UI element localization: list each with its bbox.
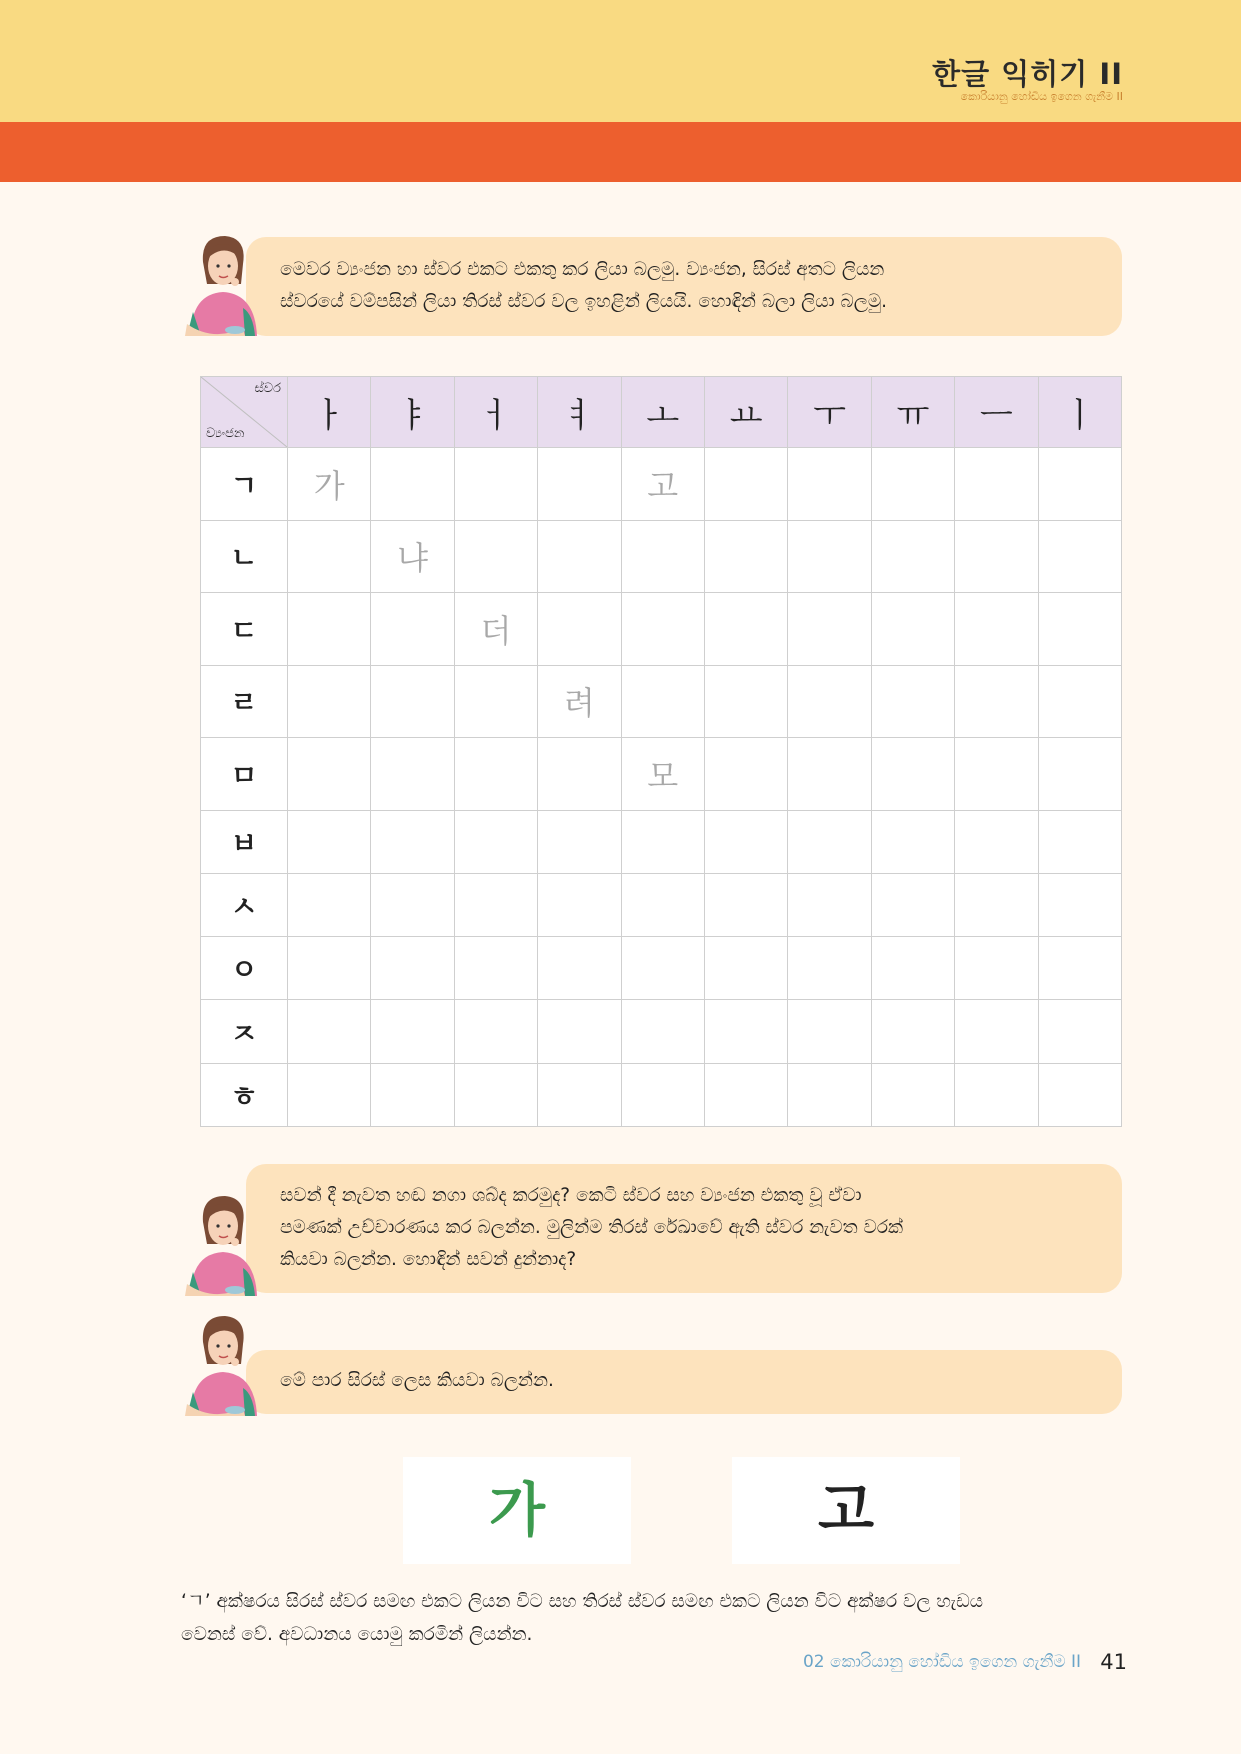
- grid-body: [201, 448, 1122, 1127]
- consonant-header: ㅈ: [201, 1000, 288, 1063]
- practice-cell[interactable]: [371, 873, 454, 936]
- corner-vowel-label: ස්වර: [254, 381, 281, 396]
- practice-cell[interactable]: 가: [288, 448, 371, 521]
- practice-cell[interactable]: [621, 593, 704, 666]
- grid-row: [201, 665, 1122, 738]
- practice-cell[interactable]: [538, 593, 621, 666]
- practice-cell[interactable]: [871, 738, 954, 811]
- note-line: ‘ㄱ’ අක්ෂරය සිරස් ස්වර සමඟ එකට ලියන විට සහ තිරස් ස්වර සමඟ එකට ලියන විට අක්ෂර වල හැඩය: [181, 1591, 984, 1612]
- practice-cell[interactable]: [538, 448, 621, 521]
- practice-cell[interactable]: [955, 738, 1038, 811]
- practice-cell[interactable]: [371, 937, 454, 1000]
- speech-bubble-3: [246, 1350, 1122, 1414]
- practice-cell[interactable]: [621, 1000, 704, 1063]
- practice-cell[interactable]: [955, 937, 1038, 1000]
- practice-cell[interactable]: [955, 810, 1038, 873]
- grid-row: [201, 520, 1122, 593]
- practice-cell[interactable]: [788, 520, 871, 593]
- hangul-table: [200, 376, 1122, 1127]
- speech-block-1: [183, 232, 1122, 342]
- practice-cell[interactable]: [454, 448, 537, 521]
- practice-cell[interactable]: [871, 810, 954, 873]
- consonant-header: ㄱ: [201, 448, 288, 521]
- practice-cell[interactable]: [371, 665, 454, 738]
- practice-cell[interactable]: [371, 1063, 454, 1126]
- practice-cell[interactable]: [454, 520, 537, 593]
- practice-cell[interactable]: [454, 937, 537, 1000]
- practice-cell[interactable]: [871, 1063, 954, 1126]
- practice-cell[interactable]: [788, 810, 871, 873]
- practice-cell[interactable]: [704, 448, 787, 521]
- practice-cell[interactable]: [955, 1063, 1038, 1126]
- practice-cell[interactable]: [538, 1063, 621, 1126]
- practice-cell[interactable]: [704, 1063, 787, 1126]
- practice-cell[interactable]: 려: [538, 665, 621, 738]
- practice-cell[interactable]: [871, 873, 954, 936]
- grid-row: [201, 738, 1122, 811]
- vowel-header: ㅑ: [371, 377, 454, 448]
- grid-row: [201, 873, 1122, 936]
- practice-cell[interactable]: [955, 665, 1038, 738]
- practice-cell[interactable]: [621, 873, 704, 936]
- practice-cell[interactable]: [788, 738, 871, 811]
- instruction-line: කියවා බලන්න. හොඳින් සවන් දුන්නාද?: [280, 1249, 577, 1270]
- speech-block-2: [183, 1160, 1122, 1300]
- practice-cell[interactable]: [955, 448, 1038, 521]
- practice-cell[interactable]: [871, 593, 954, 666]
- grid-row: [201, 810, 1122, 873]
- practice-cell[interactable]: [371, 738, 454, 811]
- practice-cell[interactable]: [788, 1000, 871, 1063]
- practice-cell[interactable]: [955, 593, 1038, 666]
- consonant-header: ㅇ: [201, 937, 288, 1000]
- practice-cell[interactable]: [288, 665, 371, 738]
- instruction-line: ස්වරයේ වම්පසින් ලියා තිරස් ස්වර වල ඉහළින් ලියයි. හොඳින් බලා ලියා බලමු.: [280, 291, 888, 312]
- vowel-header: ㅜ: [788, 377, 871, 448]
- vowel-header: ㅓ: [454, 377, 537, 448]
- practice-cell[interactable]: [704, 593, 787, 666]
- practice-cell[interactable]: [454, 873, 537, 936]
- practice-cell[interactable]: [371, 1000, 454, 1063]
- example-card-ga: 가: [403, 1457, 631, 1564]
- practice-cell[interactable]: [454, 1063, 537, 1126]
- grid-row: [201, 1063, 1122, 1126]
- page-number: 41: [1100, 1650, 1127, 1674]
- practice-cell[interactable]: [1038, 665, 1121, 738]
- practice-cell[interactable]: [955, 1000, 1038, 1063]
- practice-cell[interactable]: [1038, 593, 1121, 666]
- practice-cell[interactable]: [788, 665, 871, 738]
- grid-row: [201, 448, 1122, 521]
- practice-cell[interactable]: [788, 873, 871, 936]
- practice-cell[interactable]: [1038, 1000, 1121, 1063]
- practice-cell[interactable]: [704, 665, 787, 738]
- vowel-header: ㅣ: [1038, 377, 1121, 448]
- teacher-avatar-icon: [183, 232, 263, 336]
- practice-cell[interactable]: [621, 665, 704, 738]
- practice-cell[interactable]: [454, 1000, 537, 1063]
- note-line: වෙනස් වේ. අවධානය යොමු කරමින් ලියන්න.: [181, 1624, 533, 1645]
- teacher-avatar-icon: [183, 1312, 263, 1416]
- instruction-line: මෙවර ව්‍යංජන හා ස්වර එකට එකතු කර ලියා බලමු. ව්‍යංජන, සිරස් අතට ලියන: [280, 259, 885, 280]
- practice-cell[interactable]: [1038, 738, 1121, 811]
- grid-corner: [201, 377, 288, 448]
- practice-cell[interactable]: [288, 1063, 371, 1126]
- practice-cell[interactable]: [538, 520, 621, 593]
- practice-cell[interactable]: [538, 738, 621, 811]
- page-subtitle: කොරියානු හෝඩිය ඉගෙන ගැනීම II: [960, 90, 1123, 103]
- practice-cell[interactable]: [454, 738, 537, 811]
- practice-grid: [200, 376, 1122, 1127]
- practice-cell[interactable]: [704, 1000, 787, 1063]
- practice-cell[interactable]: [538, 810, 621, 873]
- example-card-go: 고: [732, 1457, 960, 1564]
- grid-row: [201, 937, 1122, 1000]
- practice-cell[interactable]: [788, 448, 871, 521]
- practice-cell[interactable]: [454, 810, 537, 873]
- practice-cell[interactable]: 고: [621, 448, 704, 521]
- practice-cell[interactable]: [288, 873, 371, 936]
- practice-cell[interactable]: [371, 593, 454, 666]
- instruction-line: මේ පාර සිරස් ලෙස කියවා බලන්න.: [280, 1370, 554, 1391]
- practice-cell[interactable]: [871, 448, 954, 521]
- practice-cell[interactable]: [788, 593, 871, 666]
- consonant-header: ㅎ: [201, 1063, 288, 1126]
- shape-note: [181, 1585, 1121, 1651]
- vowel-header: ㅏ: [288, 377, 371, 448]
- grid-row: [201, 593, 1122, 666]
- practice-cell[interactable]: [871, 1000, 954, 1063]
- practice-cell[interactable]: 모: [621, 738, 704, 811]
- vowel-header: ㅗ: [621, 377, 704, 448]
- practice-cell[interactable]: [704, 810, 787, 873]
- practice-cell[interactable]: [621, 1063, 704, 1126]
- consonant-header: ㅁ: [201, 738, 288, 811]
- practice-cell[interactable]: [871, 520, 954, 593]
- consonant-header: ㅂ: [201, 810, 288, 873]
- practice-cell[interactable]: [288, 593, 371, 666]
- practice-cell[interactable]: [788, 1063, 871, 1126]
- speech-bubble-2: [246, 1164, 1122, 1293]
- practice-cell[interactable]: [871, 665, 954, 738]
- instruction-line: සවන් දී නැවත හඬ නගා ශබ්ද කරමුද? කෙටි ස්වර සහ ව්‍යංජන එකතු වූ ඒවා: [280, 1185, 862, 1206]
- vowel-header: ㅛ: [704, 377, 787, 448]
- consonant-header: ㄹ: [201, 665, 288, 738]
- practice-cell[interactable]: [704, 520, 787, 593]
- practice-cell[interactable]: [871, 937, 954, 1000]
- practice-cell[interactable]: [1038, 937, 1121, 1000]
- practice-cell[interactable]: [704, 937, 787, 1000]
- practice-cell[interactable]: [955, 520, 1038, 593]
- practice-cell[interactable]: [1038, 873, 1121, 936]
- vowel-header: ㅕ: [538, 377, 621, 448]
- corner-consonant-label: ව්‍යංජන: [206, 426, 245, 441]
- practice-cell[interactable]: [538, 1000, 621, 1063]
- practice-cell[interactable]: [1038, 1063, 1121, 1126]
- practice-cell[interactable]: [704, 738, 787, 811]
- practice-cell[interactable]: [371, 448, 454, 521]
- practice-cell[interactable]: [704, 873, 787, 936]
- practice-cell[interactable]: [621, 937, 704, 1000]
- consonant-header: ㅅ: [201, 873, 288, 936]
- practice-cell[interactable]: [1038, 448, 1121, 521]
- practice-cell[interactable]: [538, 937, 621, 1000]
- practice-cell[interactable]: [1038, 520, 1121, 593]
- practice-cell[interactable]: [288, 738, 371, 811]
- practice-cell[interactable]: [288, 937, 371, 1000]
- practice-cell[interactable]: [621, 810, 704, 873]
- practice-cell[interactable]: [288, 810, 371, 873]
- instruction-line: පමණක් උච්චාරණය කර බලන්න. මුලින්ම තිරස් රේඛාවේ ඇති ස්වර නැවත වරක්: [280, 1217, 904, 1238]
- practice-cell[interactable]: [288, 1000, 371, 1063]
- vowel-header: ㅠ: [871, 377, 954, 448]
- practice-cell[interactable]: [454, 665, 537, 738]
- practice-cell[interactable]: [621, 520, 704, 593]
- speech-bubble-1: [246, 237, 1122, 336]
- practice-cell[interactable]: [955, 873, 1038, 936]
- header-stripe: [0, 122, 1241, 182]
- speech-block-3: [183, 1312, 1122, 1422]
- grid-row: [201, 1000, 1122, 1063]
- practice-cell[interactable]: [1038, 810, 1121, 873]
- vowel-header: ㅡ: [955, 377, 1038, 448]
- practice-cell[interactable]: [371, 810, 454, 873]
- practice-cell[interactable]: [538, 873, 621, 936]
- practice-cell[interactable]: 냐: [371, 520, 454, 593]
- example-cards: [0, 1457, 1241, 1565]
- footer-chapter: 02 කොරියානු හෝඩිය ඉගෙන ගැනීම II: [802, 1652, 1081, 1672]
- consonant-header: ㄴ: [201, 520, 288, 593]
- consonant-header: ㄷ: [201, 593, 288, 666]
- teacher-avatar-icon: [183, 1192, 263, 1296]
- practice-cell[interactable]: 더: [454, 593, 537, 666]
- page-title: 한글 익히기 II: [932, 57, 1123, 91]
- practice-cell[interactable]: [788, 937, 871, 1000]
- practice-cell[interactable]: [288, 520, 371, 593]
